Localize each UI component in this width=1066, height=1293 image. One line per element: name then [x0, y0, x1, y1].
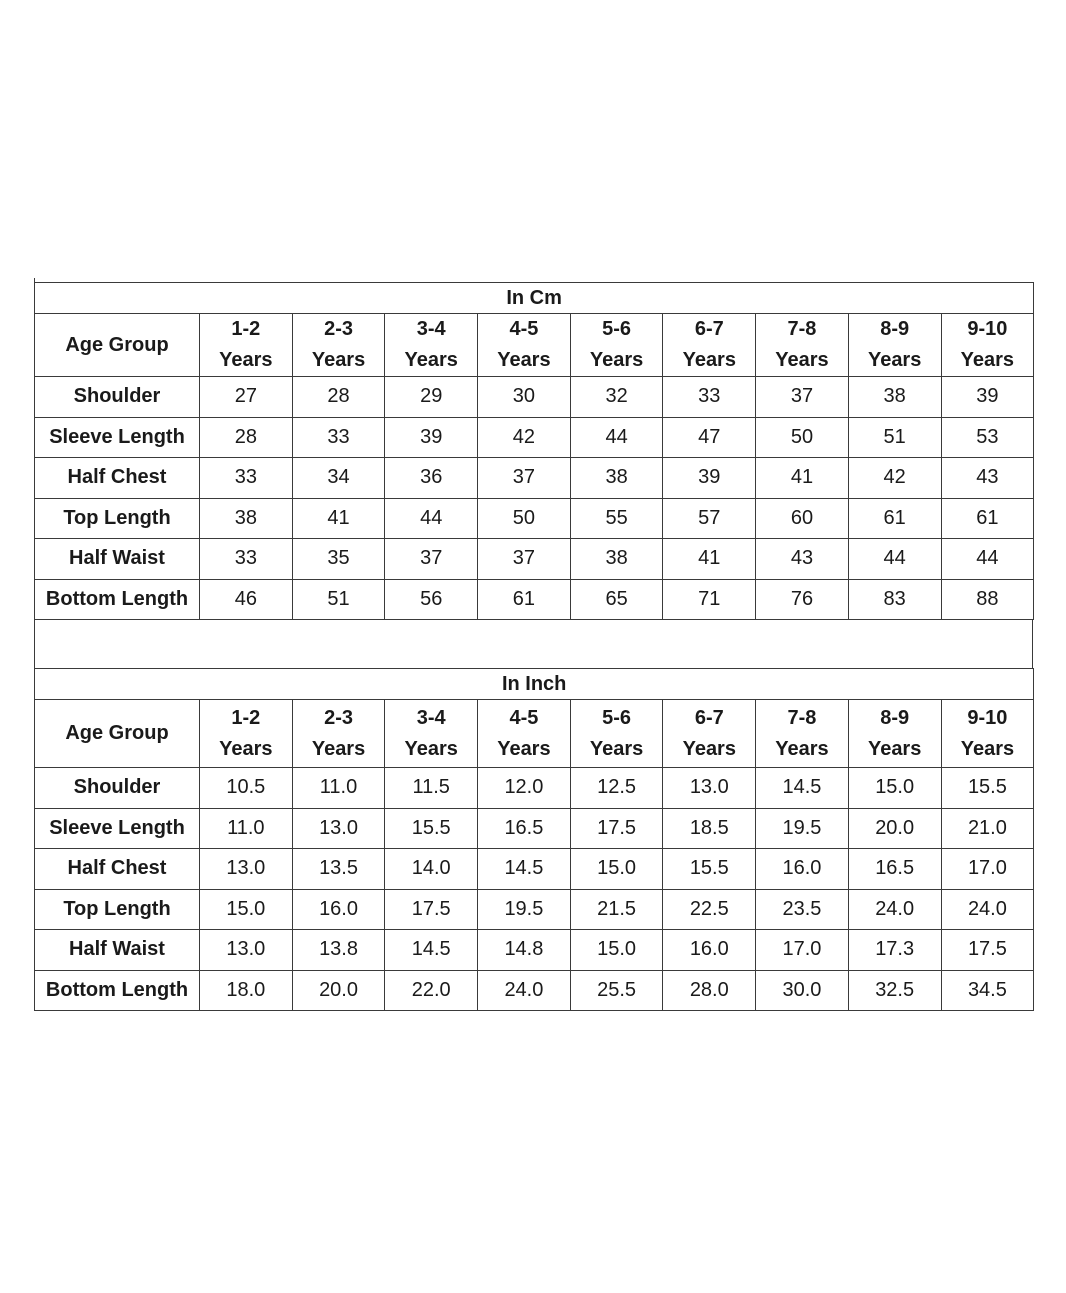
measurement-value: 61 [478, 579, 571, 620]
measurement-label: Top Length [35, 889, 200, 930]
measurement-value: 41 [663, 539, 756, 580]
measurement-value: 15.0 [570, 930, 663, 971]
measurement-value: 51 [292, 579, 385, 620]
measurement-value: 18.5 [663, 808, 756, 849]
measurement-value: 33 [292, 417, 385, 458]
age-column-header [292, 700, 385, 768]
measurement-value: 44 [385, 498, 478, 539]
table-row [35, 808, 1034, 849]
measurement-value: 47 [663, 417, 756, 458]
age-unit: Years [311, 737, 366, 760]
measurement-value: 33 [200, 539, 293, 580]
table-row [35, 768, 1034, 809]
measurement-value: 88 [941, 579, 1034, 620]
age-unit: Years [219, 737, 273, 760]
age-column-header [385, 700, 478, 768]
age-column-header [848, 314, 941, 377]
measurement-value: 13.8 [292, 930, 385, 971]
inch-table-caption: In Inch [35, 669, 1034, 700]
age-unit: Years [682, 737, 736, 760]
measurement-value: 61 [848, 498, 941, 539]
table-row [35, 417, 1034, 458]
age-range: 1-2 [231, 318, 261, 340]
measurement-label: Sleeve Length [35, 808, 200, 849]
measurement-value: 16.5 [848, 849, 941, 890]
table-row [35, 498, 1034, 539]
age-unit: Years [404, 737, 458, 760]
table-row [35, 377, 1034, 418]
measurement-value: 56 [385, 579, 478, 620]
measurement-value: 38 [200, 498, 293, 539]
measurement-value: 23.5 [756, 889, 849, 930]
measurement-value: 51 [848, 417, 941, 458]
measurement-value: 36 [385, 458, 478, 499]
age-unit: Years [219, 349, 273, 371]
measurement-value: 29 [385, 377, 478, 418]
measurement-value: 17.0 [941, 849, 1034, 890]
measurement-label: Bottom Length [35, 579, 200, 620]
age-column-header [570, 314, 663, 377]
measurement-value: 28 [292, 377, 385, 418]
measurement-value: 13.0 [200, 849, 293, 890]
measurement-value: 30 [478, 377, 571, 418]
measurement-value: 53 [941, 417, 1034, 458]
age-column-header [478, 314, 571, 377]
age-range: 2-3 [324, 706, 353, 729]
measurement-value: 16.0 [663, 930, 756, 971]
table-row [35, 930, 1034, 971]
age-header-row [35, 314, 1034, 377]
measurement-value: 33 [200, 458, 293, 499]
age-column-header [385, 314, 478, 377]
measurement-value: 11.5 [385, 768, 478, 809]
age-range: 6-7 [694, 318, 724, 340]
age-range: 4-5 [509, 318, 539, 340]
measurement-value: 32.5 [848, 970, 941, 1011]
age-column-header [848, 700, 941, 768]
measurement-value: 14.5 [756, 768, 849, 809]
measurement-value: 19.5 [478, 889, 571, 930]
measurement-value: 27 [200, 377, 293, 418]
measurement-value: 43 [756, 539, 849, 580]
age-range: 4-5 [509, 706, 539, 729]
measurement-value: 57 [663, 498, 756, 539]
measurement-value: 44 [848, 539, 941, 580]
measurement-value: 83 [848, 579, 941, 620]
measurement-value: 22.0 [385, 970, 478, 1011]
measurement-value: 37 [756, 377, 849, 418]
measurement-value: 38 [570, 458, 663, 499]
age-unit: Years [404, 349, 458, 371]
measurement-value: 41 [756, 458, 849, 499]
age-unit: Years [960, 349, 1015, 371]
measurement-value: 61 [941, 498, 1034, 539]
age-unit: Years [682, 349, 736, 371]
age-unit: Years [775, 349, 829, 371]
measurement-label: Bottom Length [35, 970, 200, 1011]
measurement-value: 41 [292, 498, 385, 539]
age-range: 8-9 [880, 318, 910, 340]
age-column-header [292, 314, 385, 377]
measurement-value: 60 [756, 498, 849, 539]
age-column-header [570, 700, 663, 768]
measurement-value: 42 [478, 417, 571, 458]
age-range: 9-10 [967, 318, 1008, 340]
age-column-header [200, 700, 293, 768]
measurement-value: 39 [941, 377, 1034, 418]
measurement-value: 55 [570, 498, 663, 539]
measurement-value: 22.5 [663, 889, 756, 930]
measurement-value: 13.0 [663, 768, 756, 809]
age-range: 3-4 [416, 318, 446, 340]
table-row [35, 970, 1034, 1011]
measurement-value: 13.0 [200, 930, 293, 971]
age-column-header [756, 314, 849, 377]
cm-table-caption: In Cm [35, 283, 1034, 314]
age-unit: Years [589, 737, 644, 760]
age-range: 6-7 [694, 706, 724, 729]
age-range: 9-10 [967, 706, 1008, 729]
measurement-value: 15.5 [663, 849, 756, 890]
measurement-value: 39 [663, 458, 756, 499]
measurement-label: Half Waist [35, 539, 200, 580]
age-column-header [941, 314, 1034, 377]
measurement-value: 37 [478, 539, 571, 580]
measurement-value: 15.5 [385, 808, 478, 849]
inch-size-table [34, 668, 1034, 1011]
measurement-value: 44 [941, 539, 1034, 580]
measurement-value: 21.0 [941, 808, 1034, 849]
measurement-label: Half Chest [35, 849, 200, 890]
measurement-value: 11.0 [292, 768, 385, 809]
age-column-header [663, 314, 756, 377]
table-row [35, 889, 1034, 930]
cm-size-table [34, 282, 1034, 620]
measurement-value: 19.5 [756, 808, 849, 849]
age-range: 5-6 [602, 318, 632, 340]
age-column-header [663, 700, 756, 768]
measurement-value: 28 [200, 417, 293, 458]
measurement-value: 24.0 [848, 889, 941, 930]
measurement-value: 46 [200, 579, 293, 620]
measurement-value: 42 [848, 458, 941, 499]
measurement-value: 15.0 [570, 849, 663, 890]
age-unit: Years [497, 737, 551, 760]
measurement-value: 20.0 [848, 808, 941, 849]
age-group-header: Age Group [35, 700, 200, 768]
measurement-value: 33 [663, 377, 756, 418]
measurement-value: 17.5 [941, 930, 1034, 971]
measurement-value: 44 [570, 417, 663, 458]
measurement-value: 20.0 [292, 970, 385, 1011]
age-column-header [756, 700, 849, 768]
measurement-value: 65 [570, 579, 663, 620]
age-range: 2-3 [324, 318, 353, 340]
age-unit: Years [960, 737, 1015, 760]
measurement-value: 11.0 [200, 808, 293, 849]
measurement-value: 50 [756, 417, 849, 458]
measurement-value: 15.0 [200, 889, 293, 930]
measurement-value: 14.5 [385, 930, 478, 971]
size-chart [34, 282, 1033, 1011]
measurement-value: 13.5 [292, 849, 385, 890]
measurement-value: 43 [941, 458, 1034, 499]
measurement-value: 18.0 [200, 970, 293, 1011]
age-unit: Years [867, 737, 922, 760]
measurement-value: 24.0 [941, 889, 1034, 930]
measurement-value: 17.5 [385, 889, 478, 930]
measurement-value: 15.5 [941, 768, 1034, 809]
measurement-value: 34 [292, 458, 385, 499]
age-unit: Years [311, 349, 366, 371]
measurement-label: Shoulder [35, 768, 200, 809]
measurement-value: 32 [570, 377, 663, 418]
measurement-value: 39 [385, 417, 478, 458]
table-row [35, 849, 1034, 890]
measurement-value: 71 [663, 579, 756, 620]
measurement-value: 76 [756, 579, 849, 620]
age-header-row [35, 700, 1034, 768]
age-range: 8-9 [880, 706, 910, 729]
measurement-value: 17.5 [570, 808, 663, 849]
measurement-value: 35 [292, 539, 385, 580]
measurement-value: 17.3 [848, 930, 941, 971]
table-row [35, 539, 1034, 580]
measurement-value: 12.0 [478, 768, 571, 809]
age-range: 1-2 [231, 706, 261, 729]
measurement-value: 16.0 [292, 889, 385, 930]
age-range: 5-6 [602, 706, 632, 729]
age-column-header [478, 700, 571, 768]
measurement-value: 13.0 [292, 808, 385, 849]
measurement-value: 21.5 [570, 889, 663, 930]
age-range: 7-8 [787, 318, 817, 340]
measurement-value: 12.5 [570, 768, 663, 809]
measurement-value: 15.0 [848, 768, 941, 809]
table-spacer [34, 620, 1033, 668]
measurement-value: 10.5 [200, 768, 293, 809]
table-row [35, 579, 1034, 620]
age-range: 7-8 [787, 706, 817, 729]
measurement-label: Top Length [35, 498, 200, 539]
measurement-label: Half Waist [35, 930, 200, 971]
measurement-value: 30.0 [756, 970, 849, 1011]
measurement-value: 34.5 [941, 970, 1034, 1011]
measurement-label: Shoulder [35, 377, 200, 418]
measurement-value: 37 [478, 458, 571, 499]
age-column-header [200, 314, 293, 377]
age-column-header [941, 700, 1034, 768]
measurement-value: 17.0 [756, 930, 849, 971]
age-unit: Years [867, 349, 922, 371]
measurement-value: 25.5 [570, 970, 663, 1011]
age-unit: Years [775, 737, 829, 760]
measurement-value: 14.8 [478, 930, 571, 971]
measurement-label: Sleeve Length [35, 417, 200, 458]
age-group-header: Age Group [35, 314, 200, 377]
measurement-value: 16.5 [478, 808, 571, 849]
age-unit: Years [497, 349, 551, 371]
measurement-value: 16.0 [756, 849, 849, 890]
measurement-value: 24.0 [478, 970, 571, 1011]
table-row [35, 458, 1034, 499]
measurement-value: 38 [848, 377, 941, 418]
measurement-value: 14.0 [385, 849, 478, 890]
measurement-value: 38 [570, 539, 663, 580]
measurement-value: 28.0 [663, 970, 756, 1011]
measurement-value: 50 [478, 498, 571, 539]
measurement-value: 14.5 [478, 849, 571, 890]
measurement-value: 37 [385, 539, 478, 580]
age-unit: Years [589, 349, 644, 371]
age-range: 3-4 [416, 706, 446, 729]
measurement-label: Half Chest [35, 458, 200, 499]
